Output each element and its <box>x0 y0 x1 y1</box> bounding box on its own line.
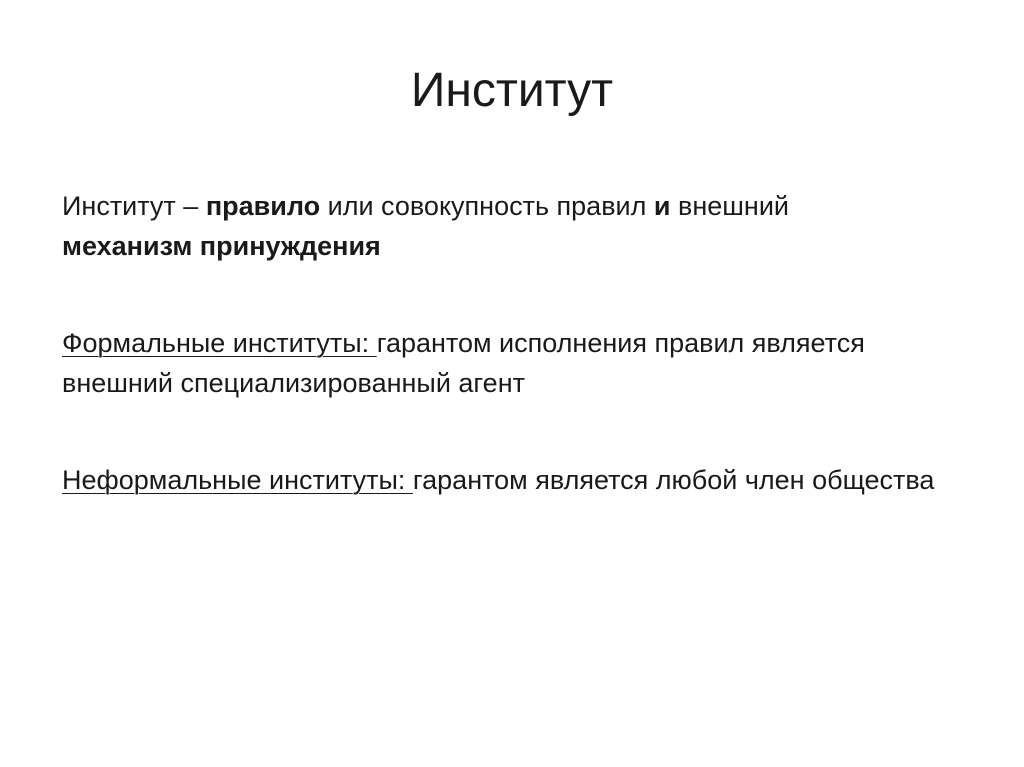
slide-title: Институт <box>410 64 614 117</box>
formal-institutions-label: Формальные институты: <box>62 328 377 358</box>
definition-text-2: или совокупность правил <box>320 191 654 221</box>
definition-bold-rule: правило <box>205 191 321 221</box>
formal-institutions-text: гарантом исполнения правил является внешний специализированный агент <box>62 328 865 398</box>
definition-paragraph <box>62 186 942 266</box>
formal-institutions-paragraph <box>62 323 942 403</box>
definition-bold-and: и <box>653 191 671 221</box>
slide-body <box>62 186 942 557</box>
informal-institutions-text: гарантом является любой член общества <box>412 465 935 495</box>
definition-bold-mechanism: механизм принуждения <box>62 231 381 261</box>
informal-institutions-label: Неформальные институты: <box>62 465 413 495</box>
definition-text-1: Институт – <box>62 191 206 221</box>
definition-text-3: внешний <box>670 191 789 221</box>
informal-institutions-paragraph <box>62 460 942 500</box>
